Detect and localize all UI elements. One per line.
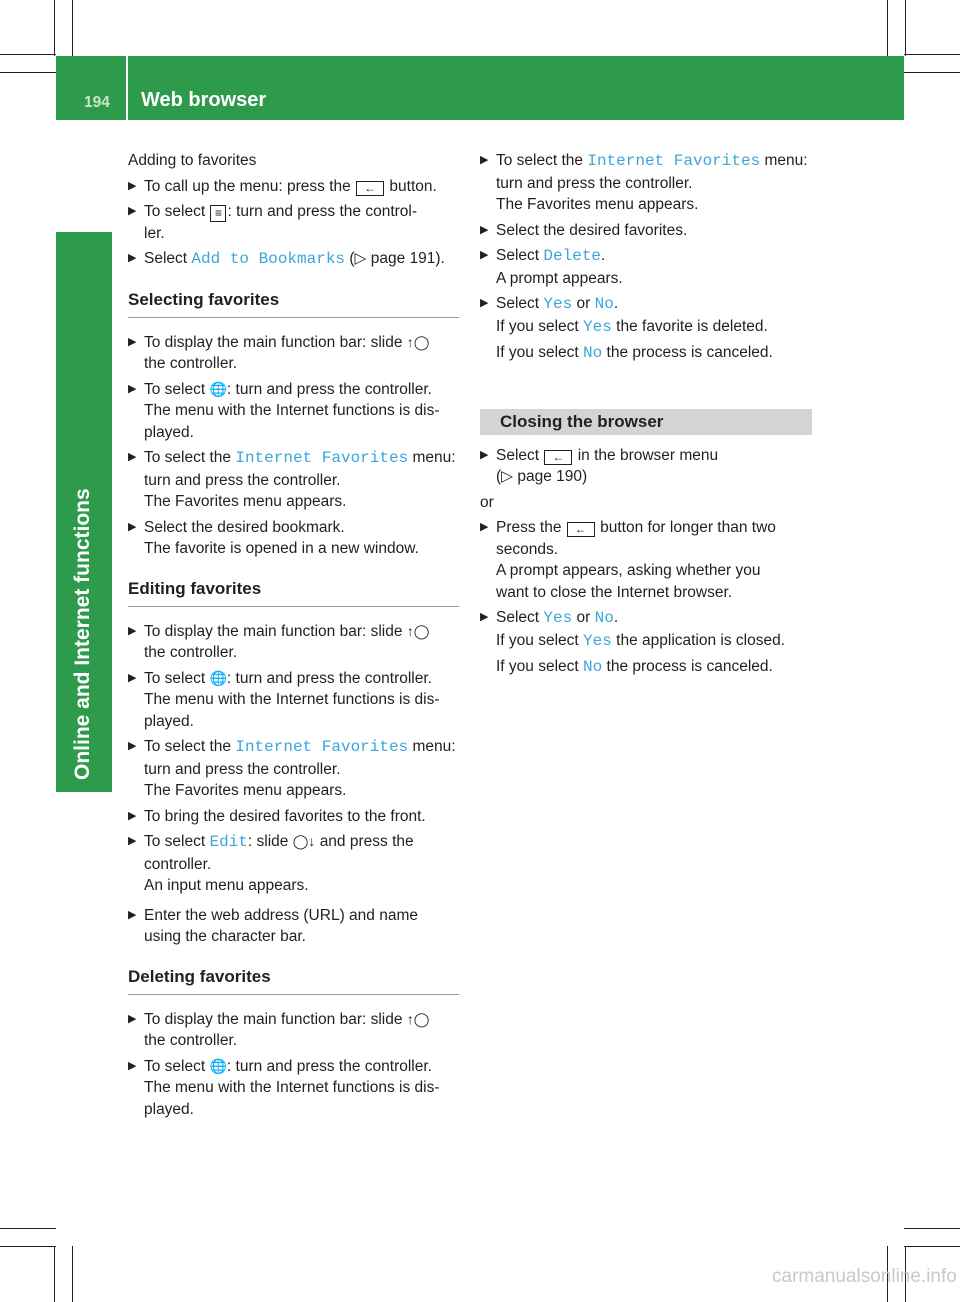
menu-item-code: No bbox=[583, 344, 603, 362]
section-heading: Deleting favorites bbox=[128, 966, 459, 995]
paragraph: If you select No the process is canceled. bbox=[496, 344, 773, 362]
bullet-arrow-icon: ▶ bbox=[128, 520, 137, 533]
list-item: ▶ To display the main function bar: slide ↑◯ the controller. bbox=[128, 1010, 430, 1049]
back-arrow-icon: ← bbox=[544, 450, 572, 465]
side-tab-label: Online and Internet functions bbox=[71, 488, 94, 780]
page-number: 194 bbox=[84, 94, 110, 111]
page-reference: (▷ page 190) bbox=[496, 468, 588, 485]
bullet-arrow-icon: ▶ bbox=[480, 521, 489, 533]
bullet-arrow-icon: ▶ bbox=[480, 611, 489, 623]
menu-item-code: Internet Favorites bbox=[235, 738, 409, 756]
list-item: ▶ To select 🌐: turn and press the controller. The menu with the Internet functions is dis- played. bbox=[128, 1057, 440, 1118]
bullet-arrow-icon: ▶ bbox=[128, 835, 137, 847]
left-column bbox=[128, 150, 459, 1124]
crop-mark bbox=[72, 1246, 73, 1302]
bullet-arrow-icon: ▶ bbox=[128, 809, 137, 822]
crop-mark bbox=[904, 1246, 960, 1247]
bullet-arrow-icon: ▶ bbox=[480, 154, 489, 166]
globe-icon: 🌐 bbox=[209, 669, 227, 686]
crop-mark bbox=[72, 0, 73, 56]
list-item: ▶ Select Delete. A prompt appears. bbox=[480, 247, 623, 287]
back-arrow-icon: ← bbox=[567, 522, 595, 537]
header-divider bbox=[126, 56, 128, 120]
list-item: ▶ Select Yes or No. If you select Yes the application is closed. bbox=[480, 609, 786, 650]
list-item: ▶ To select 🌐: turn and press the controller. The menu with the Internet functions is dis- played. bbox=[128, 669, 440, 730]
slide-up-controller-icon: ↑◯ bbox=[406, 1010, 430, 1027]
paragraph: If you select No the process is canceled. bbox=[496, 658, 773, 676]
globe-icon: 🌐 bbox=[209, 1057, 227, 1074]
bullet-arrow-icon: ▶ bbox=[128, 624, 137, 637]
menu-item-code: No bbox=[594, 609, 614, 627]
bullet-arrow-icon: ▶ bbox=[128, 205, 137, 217]
list-item: ▶ To display the main function bar: slide ↑◯ the controller. bbox=[128, 622, 430, 661]
slide-down-controller-icon: ◯↓ bbox=[292, 833, 316, 849]
menu-item-code: No bbox=[594, 295, 614, 313]
bullet-arrow-icon: ▶ bbox=[128, 740, 137, 752]
list-menu-icon: ≡ bbox=[210, 205, 226, 222]
menu-item-code: Internet Favorites bbox=[587, 152, 761, 170]
slide-up-controller-icon: ↑◯ bbox=[406, 333, 430, 350]
bullet-arrow-icon: ▶ bbox=[128, 451, 137, 463]
section-block bbox=[128, 621, 459, 948]
list-item: ▶ To select the Internet Favorites menu: turn and press the controller. The Favorites menu appears. bbox=[128, 449, 456, 510]
list-item: ▶ To select Edit: slide ◯↓ and press the controller. An input menu appears. bbox=[128, 833, 414, 894]
menu-item-code: Internet Favorites bbox=[235, 449, 409, 467]
menu-item-code: Yes bbox=[543, 295, 573, 313]
list-item: ▶ Press the ← button for longer than two seconds. A prompt appears, asking whether you want to close the Internet browser. bbox=[480, 519, 776, 601]
bullet-arrow-icon: ▶ bbox=[480, 223, 489, 236]
menu-item-code: Add to Bookmarks bbox=[191, 250, 346, 268]
section-heading: Selecting favorites bbox=[128, 289, 459, 318]
list-item: ▶ Select Yes or No. If you select Yes the favorite is deleted. bbox=[480, 295, 768, 336]
list-item: ▶ Select the desired bookmark. The favorite is opened in a new window. bbox=[128, 518, 419, 557]
crop-mark bbox=[0, 1246, 56, 1247]
menu-item-code: Yes bbox=[583, 317, 612, 336]
list-item: ▶ Enter the web address (URL) and name using the character bar. bbox=[128, 906, 418, 945]
list-item: ▶ To select the Internet Favorites menu: turn and press the controller. The Favorites menu appears. bbox=[128, 738, 456, 799]
bullet-arrow-icon: ▶ bbox=[128, 1059, 137, 1072]
menu-item-code: Edit bbox=[209, 833, 248, 851]
bullet-arrow-icon: ▶ bbox=[128, 382, 137, 395]
intro-text: Adding to favorites bbox=[128, 152, 257, 169]
list-item: ▶ To select ≡ : turn and press the control- ler. bbox=[128, 203, 418, 242]
crop-mark bbox=[0, 72, 56, 73]
crop-mark bbox=[887, 0, 888, 56]
menu-item-code: Yes bbox=[583, 631, 612, 650]
section-heading-boxed: Closing the browser bbox=[480, 409, 812, 435]
list-item: ▶ Select Add to Bookmarks (▷ page 191). bbox=[128, 250, 445, 268]
bullet-arrow-icon: ▶ bbox=[128, 252, 137, 264]
list-item: ▶ Select the desired favorites. bbox=[480, 220, 812, 242]
bullet-arrow-icon: ▶ bbox=[128, 671, 137, 684]
crop-mark bbox=[54, 0, 55, 56]
bullet-arrow-icon: ▶ bbox=[128, 335, 137, 348]
right-column bbox=[480, 150, 812, 683]
list-item: ▶ To display the main function bar: slide ↑◯ the controller. bbox=[128, 333, 430, 372]
bullet-arrow-icon: ▶ bbox=[128, 1012, 137, 1025]
list-item: ▶ Select ← in the browser menu (▷ page 190) bbox=[480, 445, 812, 488]
crop-mark bbox=[0, 54, 56, 55]
list-item: ▶ To select 🌐: turn and press the controller. The menu with the Internet functions is dis- played. bbox=[128, 380, 440, 441]
bullet-arrow-icon: ▶ bbox=[128, 179, 137, 192]
menu-item-code: Yes bbox=[543, 609, 573, 627]
page-reference: (▷ page 191). bbox=[349, 250, 445, 267]
back-arrow-icon: ← bbox=[356, 181, 384, 196]
crop-mark bbox=[904, 54, 960, 55]
crop-mark bbox=[54, 1246, 55, 1302]
section-block bbox=[128, 1009, 459, 1121]
menu-item-code: No bbox=[583, 658, 603, 676]
bullet-arrow-icon: ▶ bbox=[480, 249, 489, 261]
section-block bbox=[128, 332, 459, 560]
crop-mark bbox=[904, 72, 960, 73]
crop-mark bbox=[905, 0, 906, 56]
crop-mark bbox=[0, 1228, 56, 1229]
bullet-arrow-icon: ▶ bbox=[480, 297, 489, 309]
bullet-arrow-icon: ▶ bbox=[480, 448, 489, 461]
globe-icon: 🌐 bbox=[209, 380, 227, 397]
or-text: or bbox=[480, 493, 494, 511]
watermark: carmanualsonline.info bbox=[772, 1266, 957, 1287]
crop-mark bbox=[904, 1228, 960, 1229]
list-item: ▶ To select the Internet Favorites menu: turn and press the controller. The Favorites menu appears. bbox=[480, 152, 808, 213]
menu-item-code: Delete bbox=[543, 247, 602, 265]
bullet-arrow-icon: ▶ bbox=[128, 908, 137, 921]
slide-up-controller-icon: ↑◯ bbox=[406, 622, 430, 639]
section-heading: Editing favorites bbox=[128, 578, 459, 607]
list-item: ▶ To call up the menu: press the ← button. bbox=[128, 176, 459, 198]
page-title: Web browser bbox=[141, 89, 267, 111]
list-item: ▶ To bring the desired favorites to the front. bbox=[128, 806, 459, 828]
